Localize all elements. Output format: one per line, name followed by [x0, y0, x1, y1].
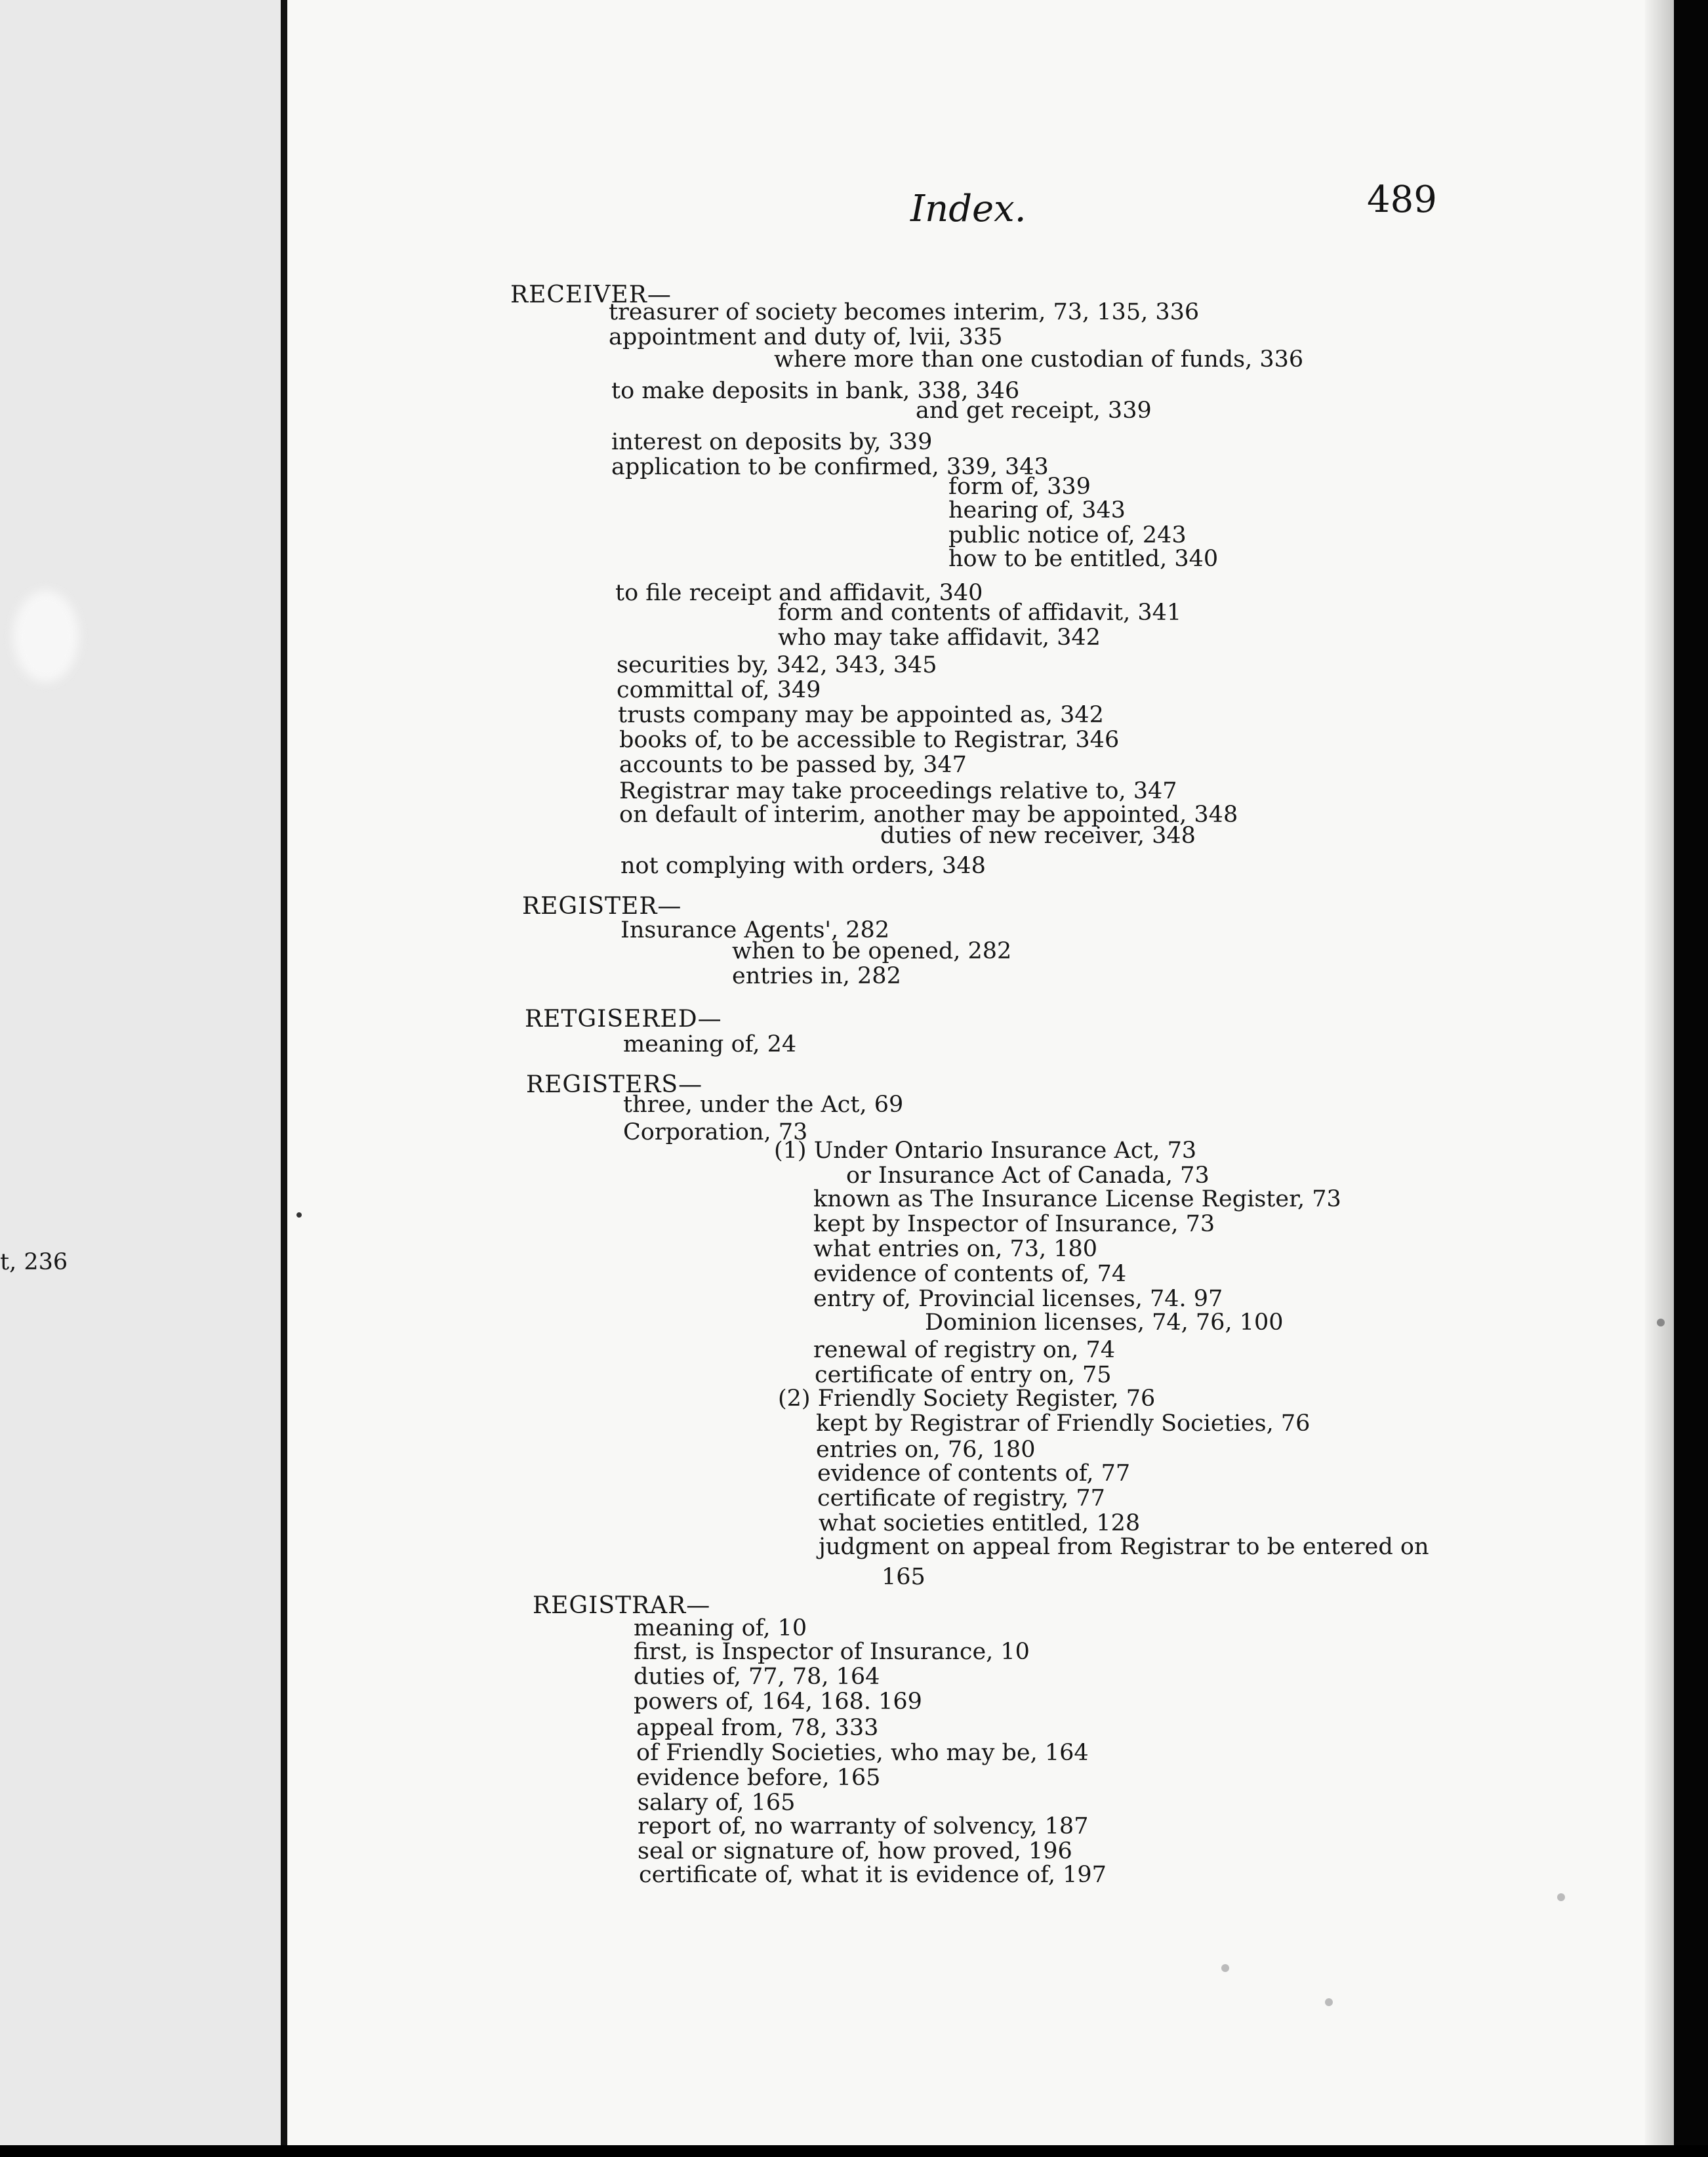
index-entry: duties of new receiver, 348 — [880, 823, 1196, 849]
index-entry: kept by Inspector of Insurance, 73 — [813, 1211, 1215, 1237]
index-entry: securities by, 342, 343, 345 — [617, 652, 937, 678]
index-heading-registers: REGISTERS— — [526, 1071, 703, 1098]
index-entry: Dominion licenses, 74, 76, 100 — [925, 1309, 1284, 1336]
index-entry: public notice of, 243 — [948, 522, 1187, 548]
book-gutter — [281, 0, 287, 2157]
index-entry: appeal from, 78, 333 — [636, 1715, 879, 1741]
index-entry: Registrar may take proceedings relative to, 347 — [619, 778, 1177, 804]
index-entry: Insurance Agents', 282 — [620, 917, 890, 943]
index-entry: known as The Insurance License Register, 73 — [813, 1186, 1341, 1212]
index-entry: judgment on appeal from Registrar to be entered on — [819, 1534, 1429, 1560]
index-entry: committal of, 349 — [617, 677, 821, 703]
running-title: Index. — [910, 188, 1027, 230]
index-heading-receiver: RECEIVER— — [510, 281, 672, 308]
index-heading-retgisered: RETGISERED— — [525, 1006, 722, 1033]
index-entry: form of, 339 — [948, 474, 1091, 500]
index-entry: what entries on, 73, 180 — [813, 1236, 1098, 1262]
index-entry: entry of, Provincial licenses, 74. 97 — [813, 1286, 1223, 1312]
index-entry: three, under the Act, 69 — [623, 1092, 904, 1118]
index-entry: on default of interim, another may be appointed, 348 — [619, 802, 1238, 828]
index-entry: entries in, 282 — [732, 963, 901, 989]
left-page-edge — [0, 0, 281, 2152]
index-entry: kept by Registrar of Friendly Societies, 76 — [816, 1410, 1311, 1437]
scan-border — [1674, 0, 1708, 2157]
paper-speck — [1325, 1998, 1333, 2006]
index-entry: first, is Inspector of Insurance, 10 — [634, 1639, 1030, 1665]
index-entry: appointment and duty of, lvii, 335 — [609, 324, 1003, 350]
margin-fragment: t, 236 — [0, 1249, 68, 1275]
paper-speck — [1557, 1893, 1565, 1901]
index-entry: renewal of registry on, 74 — [813, 1337, 1116, 1363]
index-entry: Corporation, 73 — [623, 1119, 808, 1145]
index-entry: powers of, 164, 168. 169 — [634, 1689, 922, 1715]
index-entry: to make deposits in bank, 338, 346 — [611, 378, 1020, 404]
index-entry: what societies entitled, 128 — [819, 1510, 1141, 1536]
index-entry: seal or signature of, how proved, 196 — [638, 1838, 1072, 1864]
index-heading-register: REGISTER— — [522, 893, 682, 920]
page-shadow — [1645, 0, 1674, 2145]
index-entry: certificate of, what it is evidence of, 197 — [639, 1862, 1107, 1888]
index-entry: to file receipt and affidavit, 340 — [615, 580, 983, 606]
index-entry: form and contents of affidavit, 341 — [778, 600, 1182, 626]
index-entry: evidence of contents of, 77 — [817, 1460, 1131, 1487]
paper-highlight — [13, 590, 79, 682]
index-entry: evidence of contents of, 74 — [813, 1261, 1127, 1287]
index-entry: hearing of, 343 — [948, 497, 1126, 524]
index-entry: certificate of entry on, 75 — [815, 1362, 1112, 1388]
index-entry: accounts to be passed by, 347 — [619, 752, 967, 778]
index-entry: duties of, 77, 78, 164 — [634, 1664, 880, 1690]
index-entry: salary of, 165 — [638, 1790, 796, 1816]
index-entry: trusts company may be appointed as, 342 — [618, 702, 1104, 728]
index-entry: (2) Friendly Society Register, 76 — [778, 1386, 1156, 1412]
index-entry: entries on, 76, 180 — [816, 1437, 1036, 1463]
page-number: 489 — [1367, 178, 1437, 221]
index-entry: of Friendly Societies, who may be, 164 — [636, 1740, 1089, 1766]
paper-speck — [1657, 1319, 1665, 1326]
index-entry: meaning of, 24 — [623, 1031, 797, 1058]
index-entry: application to be confirmed, 339, 343 — [611, 454, 1049, 480]
index-entry: or Insurance Act of Canada, 73 — [846, 1162, 1210, 1189]
paper-speck — [1221, 1964, 1229, 1972]
index-entry: where more than one custodian of funds, 336 — [774, 346, 1304, 373]
index-entry: certificate of registry, 77 — [817, 1485, 1105, 1511]
index-entry: how to be entitled, 340 — [948, 546, 1219, 572]
index-entry: books of, to be accessible to Registrar, 346 — [619, 727, 1120, 753]
scan-border-bottom — [0, 2145, 1708, 2157]
index-entry: not complying with orders, 348 — [620, 853, 986, 879]
index-entry: (1) Under Ontario Insurance Act, 73 — [774, 1138, 1197, 1164]
index-entry: meaning of, 10 — [634, 1615, 807, 1641]
margin-dot — [296, 1212, 302, 1218]
index-heading-registrar: REGISTRAR— — [533, 1592, 711, 1619]
index-entry: and get receipt, 339 — [916, 398, 1152, 424]
index-entry: 165 — [882, 1564, 925, 1590]
index-entry: who may take affidavit, 342 — [778, 625, 1101, 651]
index-entry: report of, no warranty of solvency, 187 — [638, 1813, 1089, 1839]
index-entry: evidence before, 165 — [636, 1765, 881, 1791]
index-entry: treasurer of society becomes interim, 73, 135, 336 — [609, 299, 1200, 325]
index-entry: when to be opened, 282 — [732, 938, 1012, 964]
index-entry: interest on deposits by, 339 — [611, 429, 933, 455]
